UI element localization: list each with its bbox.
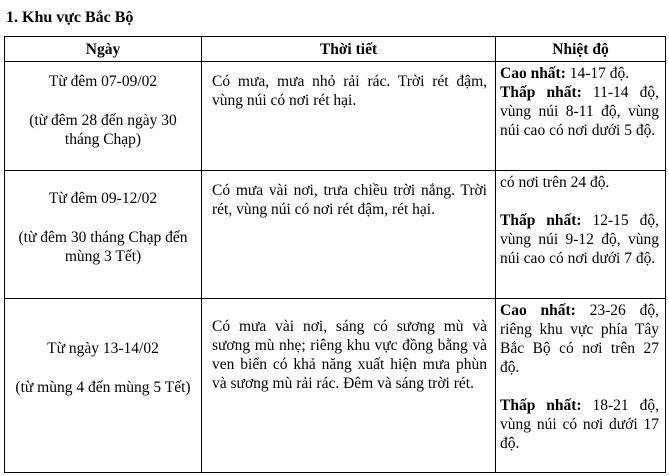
date-cell: [5, 62, 202, 171]
weather-cell: Có mưa vài nơi, sáng có sương mù và sương mù nhẹ; riêng khu vực đồng bằng và ven biển có khả năng xuất hiện mưa phùn và sương mù rải rác. Đêm và sáng trời rét.: [202, 299, 496, 473]
low-temperature: [500, 396, 659, 453]
high-temperature: [500, 64, 659, 83]
high-value: 23-26 độ, riêng khu vực phía Tây Bắc Bộ có nơi trên 27 độ.: [500, 302, 659, 376]
high-label: Cao nhất:: [500, 65, 566, 82]
high-label: Cao nhất:: [500, 302, 576, 319]
date-range: Từ đêm 09-12/02: [48, 190, 158, 207]
low-value: 11-14 độ, vùng núi 8-11 độ, vùng núi cao có nơi dưới 5 độ.: [500, 84, 659, 139]
high-value: 14-17 độ.: [569, 65, 630, 82]
table-row: [5, 171, 666, 299]
temperature-cell: [496, 299, 666, 473]
header-temperature: Nhiệt độ: [496, 37, 666, 62]
lunar-date-range: (từ đêm 30 tháng Chạp đến mùng 3 Tết): [18, 229, 188, 265]
low-label: Thấp nhất:: [500, 84, 582, 101]
low-value: 12-15 độ, vùng núi 9-12 độ, vùng núi cao có nơi dưới 7 độ.: [500, 212, 659, 267]
low-label: Thấp nhất:: [500, 397, 582, 414]
date-cell: [5, 171, 202, 299]
weather-cell: Có mưa, mưa nhỏ rải rác. Trời rét đậm, vùng núi có nơi rét hại.: [202, 62, 496, 171]
lunar-date-range: (từ đêm 28 đến ngày 30 tháng Chạp): [29, 112, 177, 148]
table-header-row: [5, 37, 666, 62]
date-range: Từ đêm 07-09/02: [48, 73, 158, 90]
temperature-cell: [496, 171, 666, 299]
low-value: 18-21 độ, vùng núi có nơi dưới 17 độ.: [500, 397, 659, 452]
table-row: [5, 299, 666, 473]
table-row: [5, 62, 666, 171]
header-date: Ngày: [5, 37, 202, 62]
high-temperature: có nơi trên 24 độ.: [500, 174, 610, 191]
date-range: Từ ngày 13-14/02: [47, 340, 159, 357]
date-cell: [5, 299, 202, 473]
header-weather: Thời tiết: [202, 37, 496, 62]
high-temperature: [500, 301, 659, 377]
section-heading: 1. Khu vực Bắc Bộ: [6, 9, 134, 26]
low-temperature: [500, 83, 659, 140]
low-temperature: [500, 211, 659, 268]
weather-cell: Có mưa vài nơi, trưa chiều trời nắng. Trời rét, vùng núi có nơi rét đậm, rét hại.: [202, 171, 496, 299]
temperature-cell: [496, 62, 666, 171]
weather-forecast-table: [4, 36, 666, 473]
lunar-date-range: (từ mùng 4 đến mùng 5 Tết): [15, 379, 191, 396]
low-label: Thấp nhất:: [500, 212, 582, 229]
